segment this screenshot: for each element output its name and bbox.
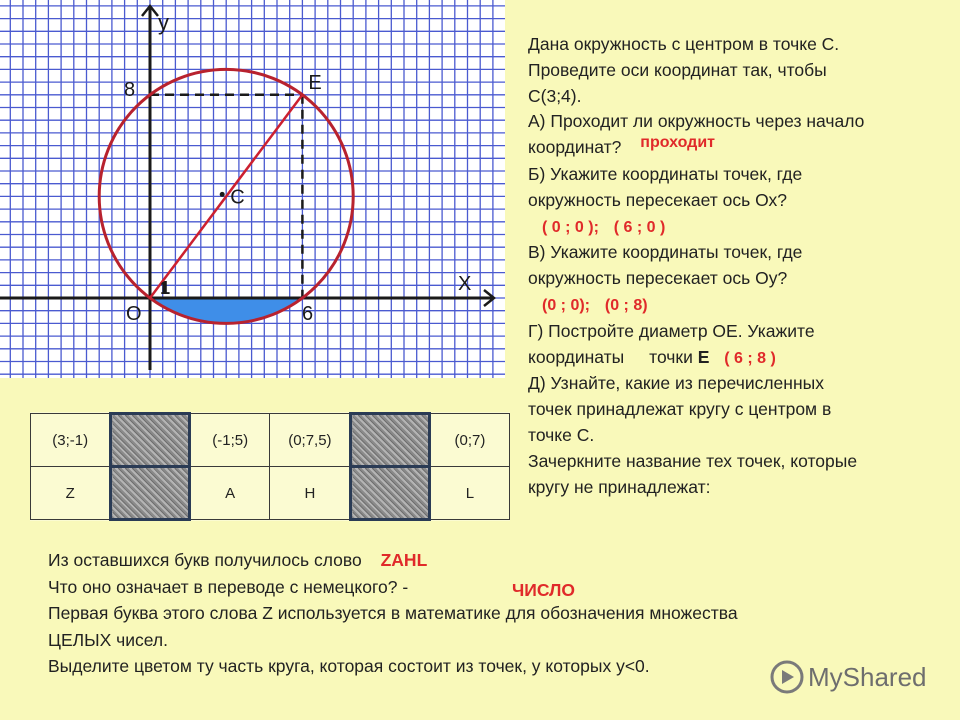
question-g-line2: [528, 345, 958, 372]
origin-label: O: [126, 303, 142, 325]
point-C: [220, 192, 225, 197]
point-label-C: C: [230, 186, 245, 209]
x-axis-label: X: [458, 273, 472, 295]
table-cell: H: [270, 467, 351, 520]
point-e-name: E: [697, 346, 710, 367]
question-g-text2: точки: [649, 346, 693, 367]
question-d-line2: точек принадлежат кругу с центром в: [528, 399, 832, 420]
bottom-line-1-text: Из оставшихся букв получилось слово: [48, 550, 362, 570]
tick-label-8: 8: [124, 79, 136, 101]
answer-b-1: ( 0 ; 0 );: [542, 218, 599, 236]
tick-label-1: 1: [160, 278, 171, 298]
covered-cell: [111, 467, 190, 520]
bottom-line-5: Выделите цветом ту часть круга, которая состоит из точек, у которых y<0.: [48, 656, 650, 676]
watermark-text: MyShared: [808, 661, 927, 692]
question-v: В) Укажите координаты точек, где: [528, 242, 803, 263]
question-b: Б) Укажите координаты точек, где: [528, 163, 803, 184]
table-cell: Z: [31, 467, 111, 520]
point-label-E: E: [308, 71, 322, 94]
answer-v: [528, 292, 958, 319]
covered-cell: [111, 414, 190, 467]
bottom-line-4: ЦЕЛЫХ чисел.: [48, 629, 168, 650]
table-cell: (-1;5): [189, 414, 269, 467]
table-row-coords: [31, 414, 510, 467]
intro-line: С(3;4).: [528, 85, 582, 106]
question-v-line2: окружность пересекает ось Оу?: [528, 268, 788, 289]
answer-meaning-line: [512, 577, 575, 604]
covered-cell: [351, 414, 430, 467]
question-d-line5: кругу не принадлежат:: [528, 476, 711, 497]
question-b-line2: окружность пересекает ось Ох?: [528, 189, 788, 210]
answer-meaning: ЧИСЛО: [512, 580, 575, 600]
answer-a: проходит: [640, 134, 715, 152]
bottom-line-1: [48, 547, 928, 574]
question-d: Д) Узнайте, какие из перечисленных: [528, 373, 824, 394]
answer-v-2: (0 ; 8): [604, 296, 648, 314]
y-axis-label: y: [158, 10, 169, 35]
bottom-line-2: Что оно означает в переводе с немецкого? -: [48, 576, 409, 597]
answer-b-2: ( 6 ; 0 ): [613, 218, 666, 236]
intro-line: Дана окружность с центром в точке С.: [528, 34, 840, 54]
question-a: А) Проходит ли окружность через начало: [528, 111, 865, 132]
table-cell: (3;-1): [31, 414, 111, 467]
answer-g: ( 6 ; 8 ): [724, 349, 776, 367]
question-a-text: координат?: [528, 137, 622, 158]
answer-b: [528, 214, 958, 241]
question-d-line4: Зачеркните название тех точек, которые: [528, 450, 858, 471]
table-row-letters: [31, 467, 510, 520]
table-cell: (0;7): [429, 414, 509, 467]
table-cell: (0;7,5): [270, 414, 351, 467]
table-cell: A: [189, 467, 269, 520]
covered-cell: [351, 467, 430, 520]
question-g-text: координаты: [528, 346, 625, 367]
watermark: [770, 660, 927, 694]
table-cell: L: [429, 467, 509, 520]
task-text: [528, 32, 958, 500]
points-table: [30, 412, 510, 512]
intro-line: Проведите оси координат так, чтобы: [528, 59, 827, 80]
question-g: Г) Постройте диаметр ОЕ. Укажите: [528, 320, 815, 341]
answer-v-1: (0 ; 0);: [542, 296, 590, 314]
tick-label-6: 6: [302, 303, 314, 325]
answer-word: ZAHL: [380, 550, 428, 570]
coordinate-figure: [0, 0, 505, 378]
question-d-line3: точке С.: [528, 424, 595, 445]
watermark-logo-icon: [770, 660, 804, 694]
question-a-line2: [528, 135, 958, 162]
bottom-line-3: Первая буква этого слова Z используется в математике для обозначения множества: [48, 603, 738, 623]
